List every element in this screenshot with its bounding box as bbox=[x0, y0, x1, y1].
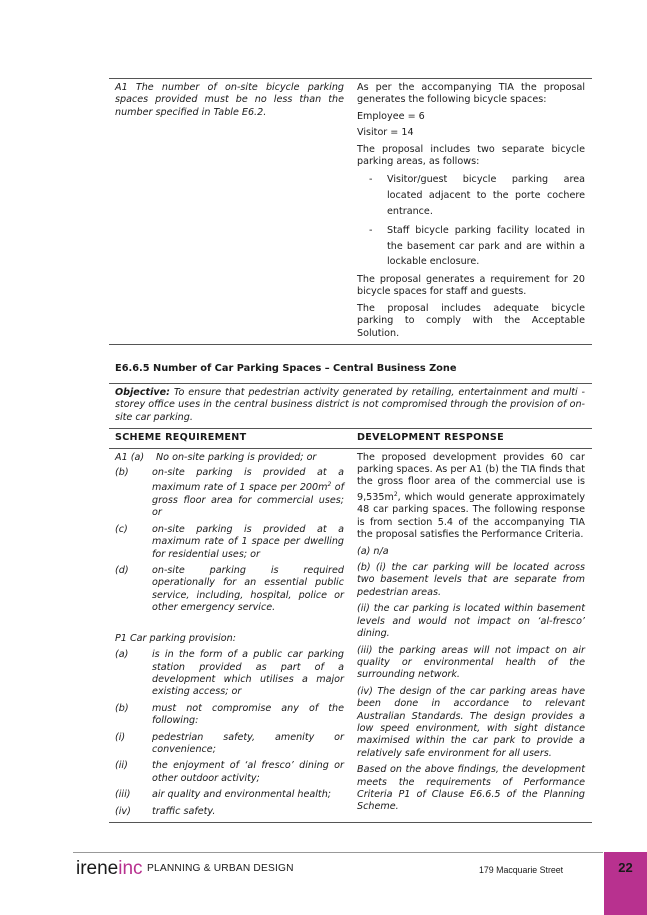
item-label: (b) bbox=[115, 467, 129, 479]
list-item bbox=[115, 524, 344, 561]
list-item bbox=[115, 789, 344, 801]
list-item bbox=[115, 452, 344, 464]
list-item bbox=[115, 760, 344, 785]
list-item bbox=[115, 703, 344, 728]
bullet-text: Visitor/guest bicycle parking area located adjacent to the porte cochere entrance. bbox=[387, 174, 585, 217]
brand-part-inc: inc bbox=[118, 858, 143, 879]
list-item bbox=[369, 223, 585, 270]
list-item bbox=[115, 565, 344, 615]
superscript: 2 bbox=[393, 490, 398, 498]
dash-bullet-icon: - bbox=[369, 174, 373, 186]
item-label: (iii) bbox=[115, 789, 131, 801]
scheme-requirement-cell bbox=[109, 449, 351, 822]
item-label: A1 (a) bbox=[115, 451, 145, 463]
item-text bbox=[152, 467, 344, 520]
table-divider bbox=[109, 344, 592, 345]
list-item bbox=[115, 467, 344, 520]
response-requirement-note: The proposal generates a requirement for 20 bicycle spaces for staff and guests. bbox=[357, 274, 585, 298]
item-label: (d) bbox=[115, 565, 129, 577]
item-text: on-site parking is required operationally for an essential public service, including, hospital, police or other emergency service. bbox=[152, 565, 344, 614]
item-text-part: on-site parking is provided at a maximum rate of 1 space per 200m bbox=[152, 467, 344, 494]
objective-label: Objective: bbox=[115, 387, 170, 398]
response-employee: Employee = 6 bbox=[357, 110, 425, 122]
brand-subtitle: PLANNING & URBAN DESIGN bbox=[147, 863, 294, 874]
item-text: traffic safety. bbox=[152, 805, 216, 817]
table-row bbox=[109, 449, 592, 822]
list-item bbox=[115, 732, 344, 757]
response-areas-intro: The proposal includes two separate bicycle parking areas, as follows: bbox=[357, 143, 585, 168]
item-text: is in the form of a public car parking station provided as part of a development which utilises a major existing access; or bbox=[152, 649, 344, 698]
superscript: 2 bbox=[327, 481, 332, 489]
header-scheme-requirement: SCHEME REQUIREMENT bbox=[115, 432, 247, 444]
item-label: (i) bbox=[115, 731, 126, 743]
footer-divider bbox=[73, 852, 603, 853]
item-text: No on-site parking is provided; or bbox=[156, 451, 317, 463]
response-item: (b) (i) the car parking will be located across two basement levels that are separate from pedestrian areas. bbox=[357, 562, 585, 598]
development-response-cell bbox=[351, 449, 592, 822]
item-label: (a) bbox=[115, 649, 129, 661]
brand-logo bbox=[76, 858, 143, 880]
brand-part-irene: irene bbox=[76, 858, 119, 879]
response-intro: As per the accompanying TIA the proposal generates the following bicycle spaces: bbox=[357, 82, 585, 106]
list-item bbox=[115, 806, 344, 818]
response-intro bbox=[357, 452, 585, 542]
p1-title: P1 Car parking provision: bbox=[115, 632, 236, 644]
response-item: (ii) the car parking is located within basement levels and would not impact on ‘al-fresco’ dining. bbox=[357, 603, 585, 640]
table-divider bbox=[109, 822, 592, 823]
a1-bicycle-requirement: A1 The number of on-site bicycle parking spaces provided must be no less than the number specified in Table E6.2. bbox=[115, 82, 344, 118]
item-text: must not compromise any of the following: bbox=[152, 702, 344, 727]
a1-bicycle-response bbox=[351, 79, 592, 344]
bicycle-parking-table bbox=[109, 78, 592, 345]
list-item bbox=[369, 172, 585, 219]
page-number-box bbox=[604, 852, 647, 915]
response-visitor: Visitor = 14 bbox=[357, 127, 414, 139]
item-label: (c) bbox=[115, 523, 128, 535]
response-text-part: The proposed development provides 60 car parking spaces. As per A1 (b) the TIA finds that the gross floor area of the commercial use is 9,535m bbox=[357, 451, 585, 504]
dash-bullet-icon: - bbox=[369, 225, 373, 237]
item-label: (b) bbox=[115, 702, 129, 714]
bullet-text: Staff bicycle parking facility located in the basement car park and are within a lockable enclosure. bbox=[387, 225, 585, 268]
page-number: 22 bbox=[618, 860, 633, 875]
item-text-part: of gross floor area for commercial uses; or bbox=[152, 482, 345, 519]
response-conclusion: The proposal includes adequate bicycle parking to comply with the Acceptable Solution. bbox=[357, 302, 585, 339]
header-development-response: DEVELOPMENT RESPONSE bbox=[357, 432, 504, 444]
objective bbox=[109, 384, 592, 428]
item-text: pedestrian safety, amenity or convenience; bbox=[152, 731, 344, 755]
response-item: (a) n/a bbox=[357, 545, 389, 557]
list-item bbox=[115, 649, 344, 699]
section-title: E6.6.5 Number of Car Parking Spaces – Central Business Zone bbox=[115, 363, 457, 374]
item-label: (ii) bbox=[115, 760, 128, 772]
response-item: (iv) The design of the car parking areas have been done in accordance to relevant Australian Standards. The design provides a low speed environment, with sight distance maximised within the car park to provide a relatively safe environment for all users. bbox=[357, 685, 585, 759]
response-conclusion: Based on the above findings, the development meets the requirements of Performance Criteria P1 of Clause E6.6.5 of the Planning Scheme. bbox=[357, 764, 585, 813]
footer-address: 179 Macquarie Street bbox=[479, 865, 564, 875]
item-text: on-site parking is provided at a maximum rate of 1 space per dwelling for residential uses; or bbox=[152, 523, 344, 560]
response-text-part: , which would generate approximately 48 car parking spaces. The following response is from section 5.4 of the accompanying TIA the proposal satisfies the Performance Criteria. bbox=[357, 492, 585, 541]
objective-text: To ensure that pedestrian activity generated by retailing, entertainment and multi -storey office uses in the central business district is not compromised through the provision of on-site car parking. bbox=[115, 387, 585, 423]
table-row bbox=[109, 79, 592, 344]
item-text: the enjoyment of ‘al fresco’ dining or other outdoor activity; bbox=[152, 760, 344, 784]
objective-row bbox=[109, 384, 592, 428]
response-item: (iii) the parking areas will not impact on air quality or environmental health of the surrounding network. bbox=[357, 644, 585, 681]
header-row bbox=[109, 429, 592, 447]
car-parking-table bbox=[109, 383, 592, 823]
item-text: air quality and environmental health; bbox=[152, 789, 332, 801]
item-label: (iv) bbox=[115, 805, 131, 817]
